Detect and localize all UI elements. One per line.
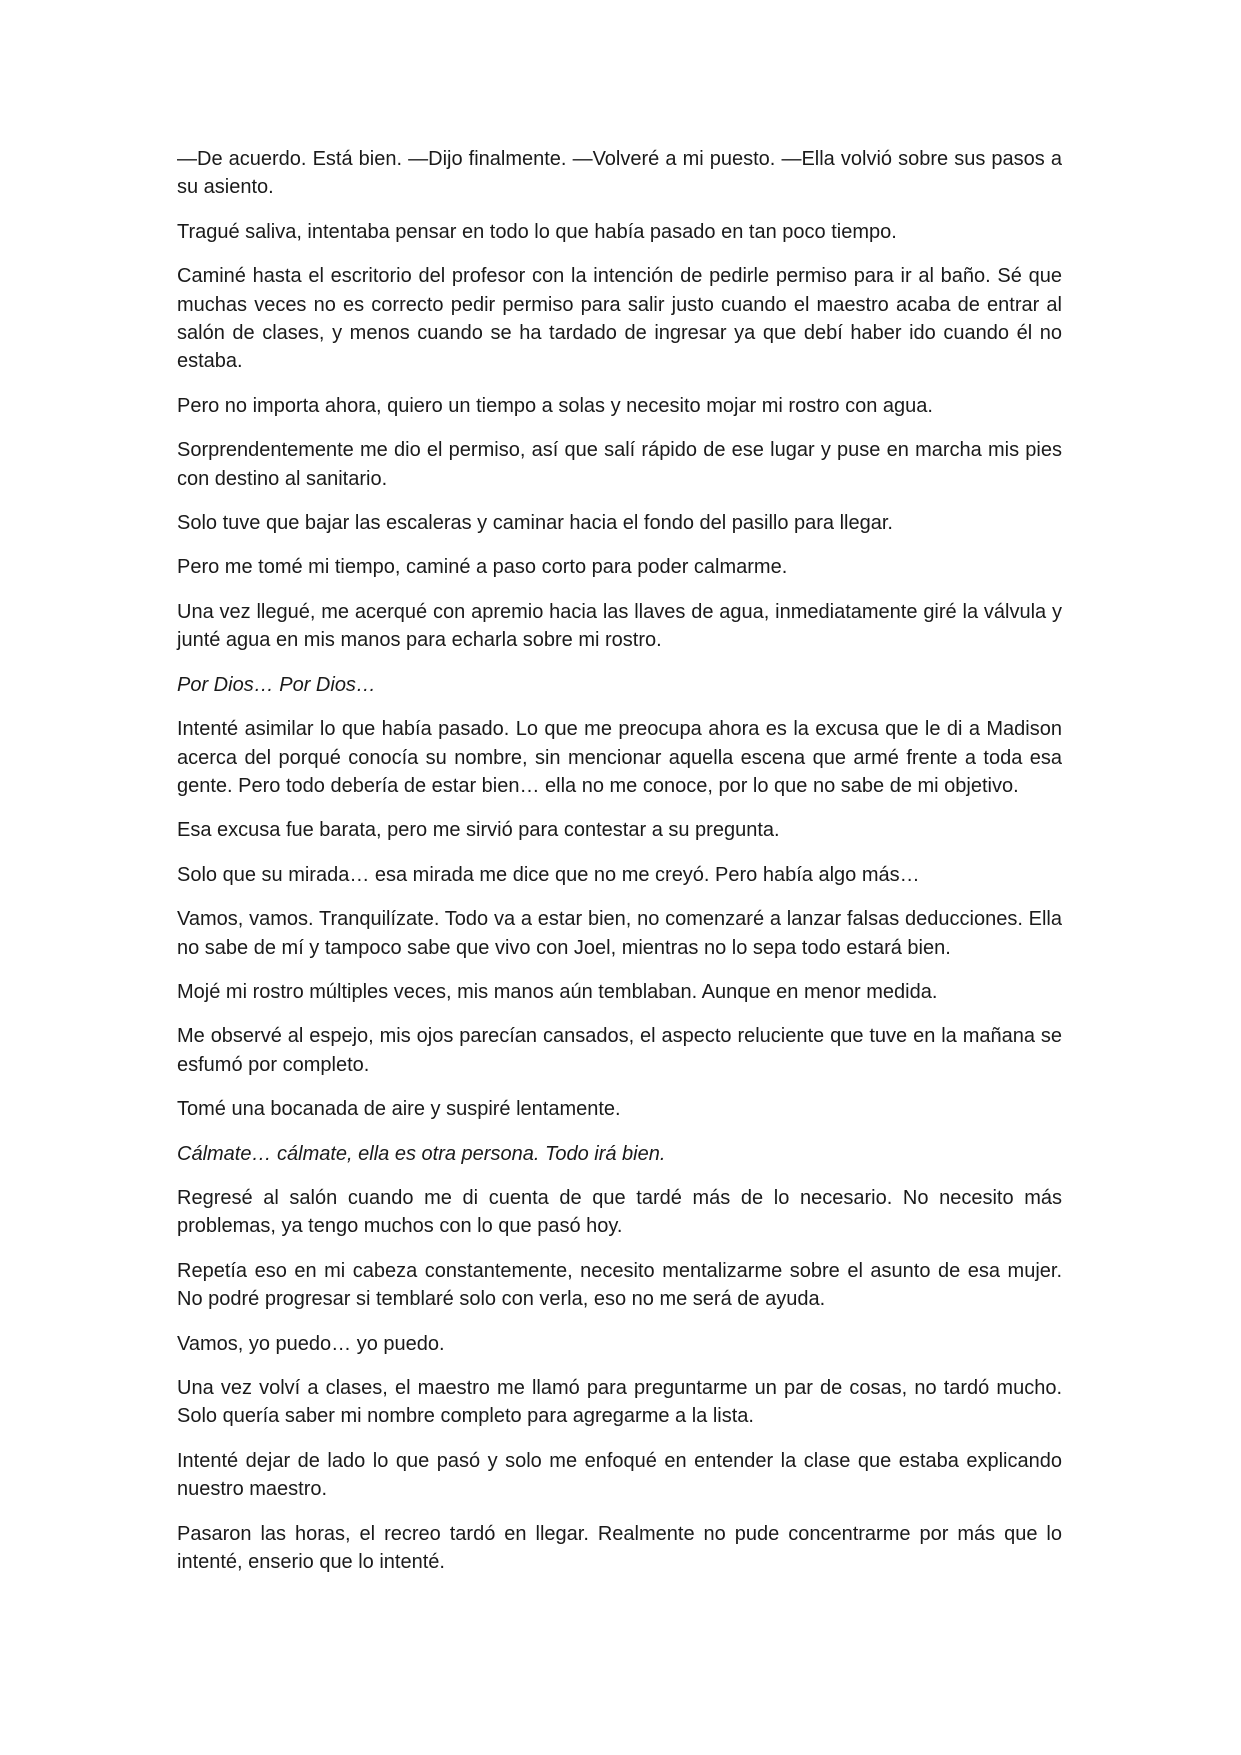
document-page [177,145,1062,1592]
paragraph: Repetía eso en mi cabeza constantemente, necesito mentalizarme sobre el asunto de esa mujer. No podré progresar si temblaré solo con verla, eso no me será de ayuda. [177,1259,1062,1311]
paragraph: Pero me tomé mi tiempo, caminé a paso corto para poder calmarme. [177,556,788,579]
paragraph: Tragué saliva, intentaba pensar en todo lo que había pasado en tan poco tiempo. [177,220,897,243]
italic-paragraph: Por Dios… Por Dios… [177,673,376,696]
paragraph: Intenté dejar de lado lo que pasó y solo me enfoqué en entender la clase que estaba explicando nuestro maestro. [177,1449,1062,1501]
paragraph: —De acuerdo. Está bien. —Dijo finalmente. —Volveré a mi puesto. —Ella volvió sobre sus pasos a su asiento. [177,148,1062,199]
paragraph: Caminé hasta el escritorio del profesor con la intención de pedirle permiso para ir al baño. Sé que muchas veces no es correcto pedir permiso para salir justo cuando el maestro acaba de entrar al salón de clases, y menos cuando se ha tardado de ingresar ya que debí haber ido cuando él no estaba. [177,265,1062,373]
paragraph: Me observé al espejo, mis ojos parecían cansados, el aspecto reluciente que tuve en la mañana se esfumó por completo. [177,1025,1062,1076]
italic-paragraph: Cálmate… cálmate, ella es otra persona. Todo irá bien. [177,1142,666,1165]
paragraph: Pero no importa ahora, quiero un tiempo a solas y necesito mojar mi rostro con agua. [177,394,933,417]
paragraph: Sorprendentemente me dio el permiso, así que salí rápido de ese lugar y puse en marcha mis pies con destino al sanitario. [177,439,1062,490]
paragraph: Intenté asimilar lo que había pasado. Lo que me preocupa ahora es la excusa que le di a Madison acerca del porqué conocía su nombre, sin mencionar aquella escena que armé frente a toda esa gente. Pero todo debería de estar bien… ella no me conoce, por lo que no sabe de mi objetivo. [177,718,1062,797]
paragraph: Vamos, vamos. Tranquilízate. Todo va a estar bien, no comenzaré a lanzar falsas deducciones. Ella no sabe de mí y tampoco sabe que vivo con Joel, mientras no lo sepa todo estará bien. [177,908,1062,959]
paragraph: Esa excusa fue barata, pero me sirvió para contestar a su pregunta. [177,819,780,842]
paragraph: Solo que su mirada… esa mirada me dice que no me creyó. Pero había algo más… [177,863,920,886]
paragraph: Regresé al salón cuando me di cuenta de que tardé más de lo necesario. No necesito más problemas, ya tengo muchos con lo que pasó hoy. [177,1186,1062,1238]
paragraph: Mojé mi rostro múltiples veces, mis manos aún temblaban. Aunque en menor medida. [177,980,938,1003]
paragraph: Pasaron las horas, el recreo tardó en llegar. Realmente no pude concentrarme por más que lo intenté, enserio que lo intenté. [177,1522,1062,1574]
paragraph: Tomé una bocanada de aire y suspiré lentamente. [177,1098,621,1121]
paragraph: Una vez volví a clases, el maestro me llamó para preguntarme un par de cosas, no tardó mucho. Solo quería saber mi nombre completo para agregarme a la lista. [177,1377,1062,1428]
paragraph: Vamos, yo puedo… yo puedo. [177,1332,445,1355]
paragraph: Una vez llegué, me acerqué con apremio hacia las llaves de agua, inmediatamente giré la válvula y junté agua en mis manos para echarla sobre mi rostro. [177,600,1062,652]
paragraph: Solo tuve que bajar las escaleras y caminar hacia el fondo del pasillo para llegar. [177,512,893,535]
